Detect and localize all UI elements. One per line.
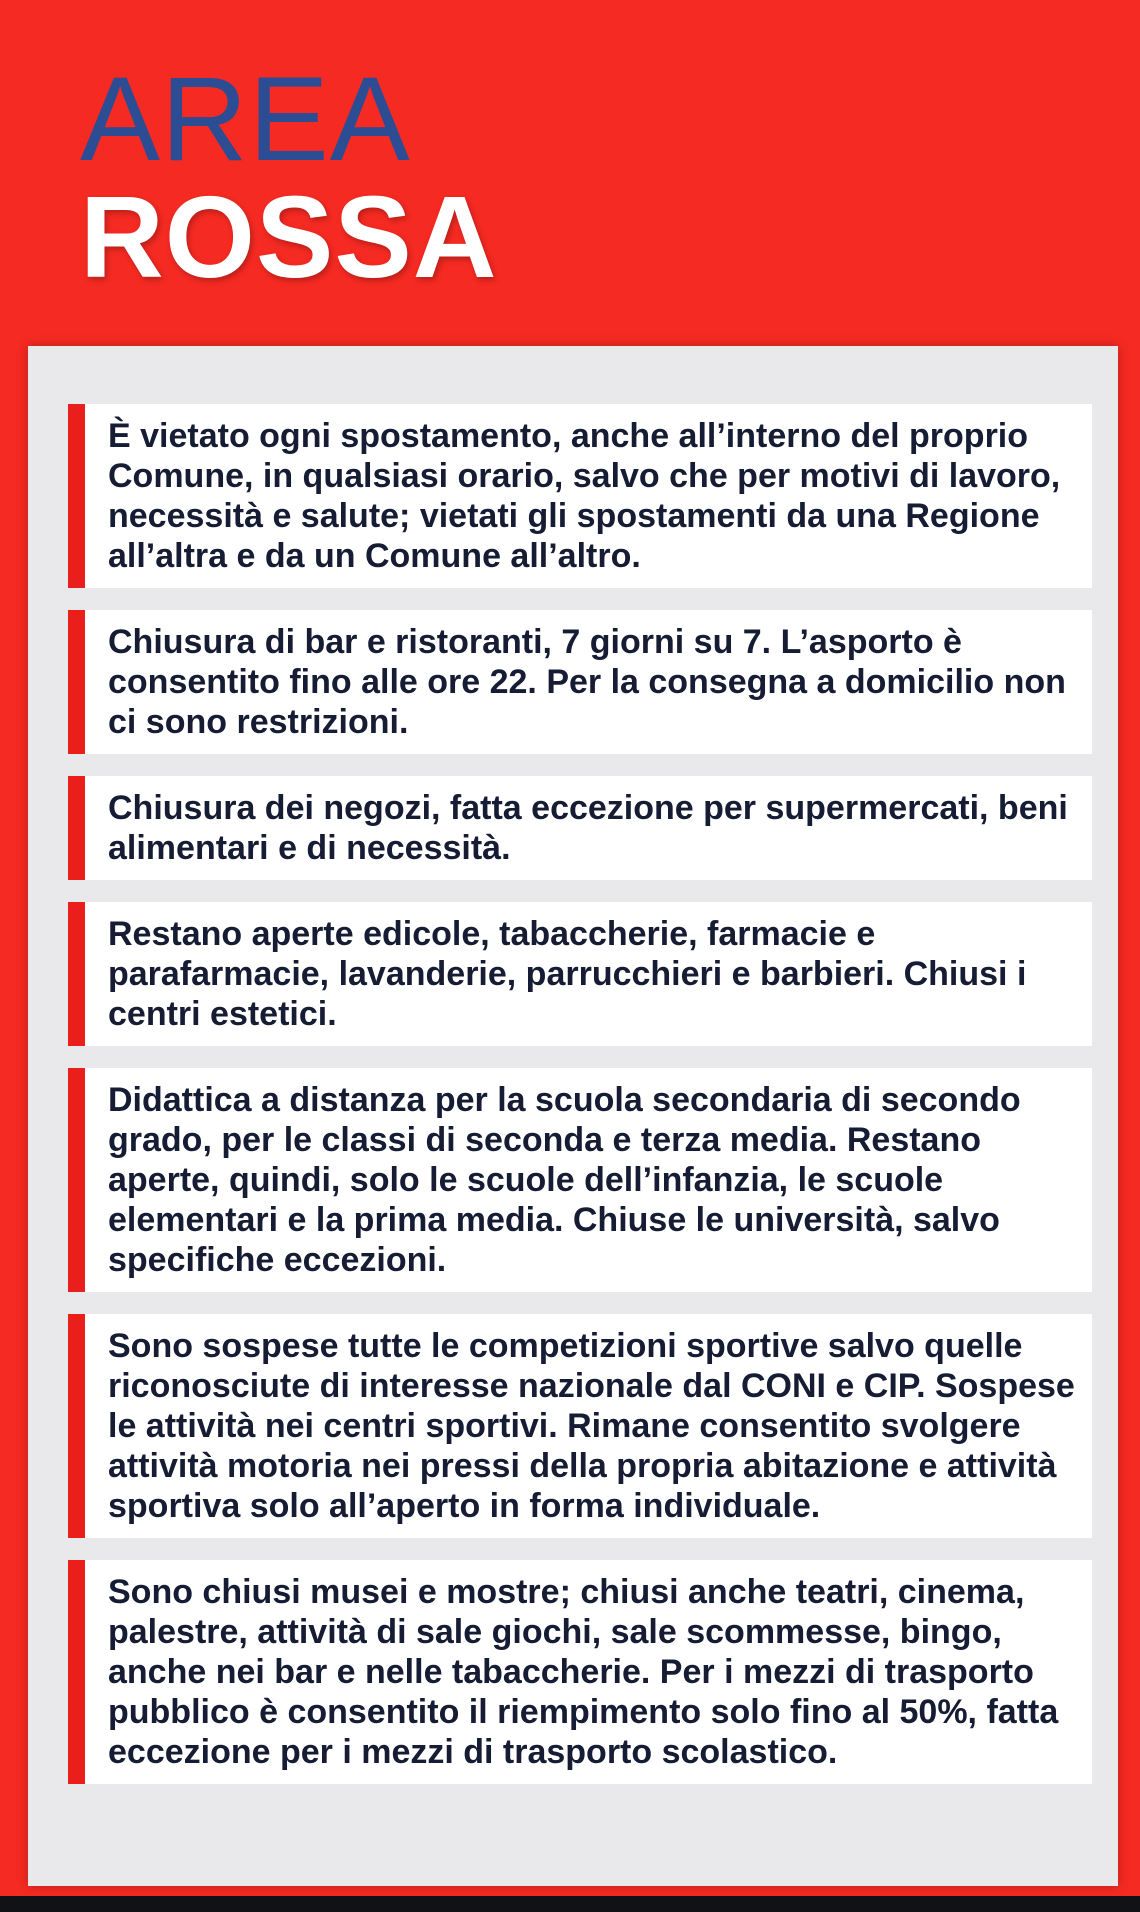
rule-card-schools (68, 1068, 1092, 1292)
rule-card-movement (68, 404, 1092, 588)
rules-list (68, 404, 1092, 1806)
rule-text: Chiusura dei negozi, fatta eccezione per supermercati, beni alimentari e di necessità. (108, 789, 1068, 867)
page-title (80, 52, 680, 302)
rule-text: Restano aperte edicole, tabaccherie, farmacie e parafarmacie, lavanderie, parrucchieri e barbieri. Chiusi i centri estetici. (108, 915, 1027, 1033)
bottom-band (0, 1896, 1140, 1912)
title-area: AREA (80, 52, 411, 186)
rule-text: Didattica a distanza per la scuola secondaria di secondo grado, per le classi di seconda e terza media. Restano aperte, quindi, solo le scuole dell’infanzia, le scuole elementari e la prima media. Chiuse le università, salvo specifiche eccezioni. (108, 1081, 1021, 1279)
rules-panel (28, 346, 1118, 1886)
rule-card-open-services (68, 902, 1092, 1046)
rule-text: Sono sospese tutte le competizioni sportive salvo quelle riconosciute di interesse nazionale dal CONI e CIP. Sospese le attività nei centri sportivi. Rimane consentito svolgere attività motoria nei pressi della propria abitazione e attività sportiva solo all’aperto in forma individuale. (108, 1327, 1075, 1525)
rule-card-bars-restaurants (68, 610, 1092, 754)
title-rossa: ROSSA (80, 172, 498, 302)
rule-text: È vietato ogni spostamento, anche all’interno del proprio Comune, in qualsiasi orario, salvo che per motivi di lavoro, necessità e salute; vietati gli spostamenti da una Regione all’altra e da un Comune all’altro. (108, 417, 1061, 575)
rule-card-culture-transport (68, 1560, 1092, 1784)
rule-card-shops (68, 776, 1092, 880)
rule-text: Sono chiusi musei e mostre; chiusi anche teatri, cinema, palestre, attività di sale giochi, sale scommesse, bingo, anche nei bar e nelle tabaccherie. Per i mezzi di trasporto pubblico è consentito il riempimento solo fino al 50%, fatta eccezione per i mezzi di trasporto scolastico. (108, 1573, 1059, 1771)
rule-text: Chiusura di bar e ristoranti, 7 giorni su 7. L’asporto è consentito fino alle ore 22. Per la consegna a domicilio non ci sono restrizioni. (108, 623, 1066, 741)
rule-card-sports (68, 1314, 1092, 1538)
